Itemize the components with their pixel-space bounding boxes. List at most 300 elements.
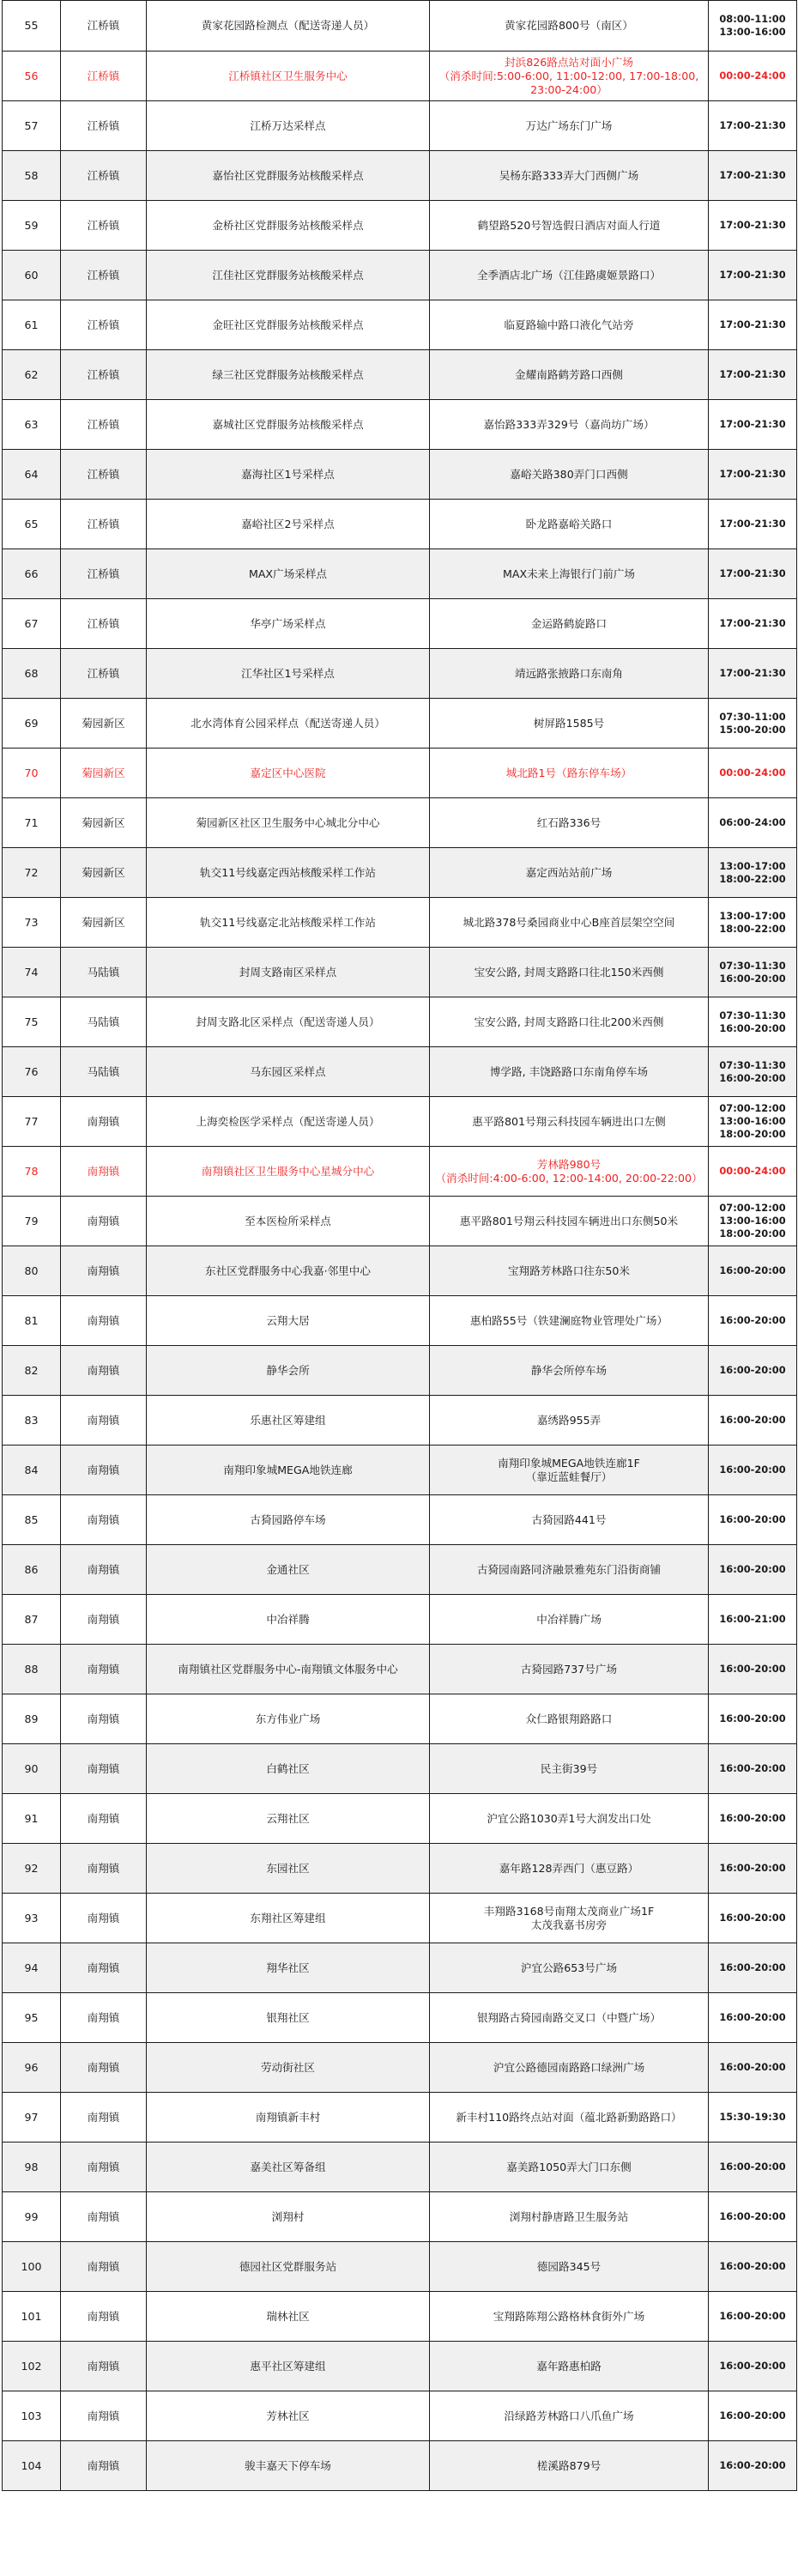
row-address: 万达广场东门广场 <box>430 101 709 151</box>
row-town: 南翔镇 <box>61 1296 147 1346</box>
row-town: 南翔镇 <box>61 2143 147 2192</box>
row-town: 南翔镇 <box>61 1147 147 1197</box>
table-row <box>3 997 797 1047</box>
row-hours: 17:00-21:30 <box>709 450 797 500</box>
table-row <box>3 500 797 549</box>
row-address: 静华会所停车场 <box>430 1346 709 1396</box>
row-site-name: 嘉城社区党群服务站核酸采样点 <box>147 400 430 450</box>
row-address: 沪宜公路653号广场 <box>430 1943 709 1993</box>
row-index: 82 <box>3 1346 61 1396</box>
table-row <box>3 898 797 948</box>
row-index: 75 <box>3 997 61 1047</box>
row-site-name: 翔华社区 <box>147 1943 430 1993</box>
table-row <box>3 1097 797 1147</box>
row-index: 104 <box>3 2441 61 2491</box>
row-site-name: 嘉美社区筹备组 <box>147 2143 430 2192</box>
row-index: 83 <box>3 1396 61 1446</box>
table-row <box>3 2342 797 2391</box>
row-hours: 07:00-12:00 13:00-16:00 18:00-20:00 <box>709 1097 797 1147</box>
row-site-name: 嘉海社区1号采样点 <box>147 450 430 500</box>
row-town: 南翔镇 <box>61 2441 147 2491</box>
table-row <box>3 798 797 848</box>
row-site-name: 银翔社区 <box>147 1993 430 2043</box>
table-row <box>3 948 797 997</box>
row-index: 94 <box>3 1943 61 1993</box>
sampling-sites-table <box>2 0 797 2491</box>
row-address: 沪宜公路德园南路路口绿洲广场 <box>430 2043 709 2093</box>
row-address: 卧龙路嘉峪关路口 <box>430 500 709 549</box>
row-address: 德园路345号 <box>430 2242 709 2292</box>
table-row <box>3 1943 797 1993</box>
row-town: 南翔镇 <box>61 1794 147 1844</box>
table-row <box>3 251 797 300</box>
table-row <box>3 52 797 101</box>
row-hours: 13:00-17:00 18:00-22:00 <box>709 848 797 898</box>
row-hours: 16:00-20:00 <box>709 1694 797 1744</box>
row-town: 南翔镇 <box>61 1595 147 1645</box>
row-hours: 07:00-12:00 13:00-16:00 18:00-20:00 <box>709 1197 797 1246</box>
row-index: 65 <box>3 500 61 549</box>
table-row <box>3 1694 797 1744</box>
row-index: 85 <box>3 1495 61 1545</box>
row-town: 江桥镇 <box>61 52 147 101</box>
row-town: 菊园新区 <box>61 699 147 749</box>
row-hours: 13:00-17:00 18:00-22:00 <box>709 898 797 948</box>
row-town: 南翔镇 <box>61 1844 147 1894</box>
row-site-name: 轨交11号线嘉定北站核酸采样工作站 <box>147 898 430 948</box>
row-address: 众仁路银翔路路口 <box>430 1694 709 1744</box>
row-address: 黄家花园路800号（南区） <box>430 1 709 52</box>
row-index: 68 <box>3 649 61 699</box>
row-index: 66 <box>3 549 61 599</box>
table-row <box>3 549 797 599</box>
row-address: 中冶祥腾广场 <box>430 1595 709 1645</box>
row-town: 南翔镇 <box>61 2043 147 2093</box>
table-row <box>3 2441 797 2491</box>
table-row <box>3 1147 797 1197</box>
table-row <box>3 2391 797 2441</box>
row-site-name: 封周支路南区采样点 <box>147 948 430 997</box>
table-row <box>3 2292 797 2342</box>
row-site-name: 绿三社区党群服务站核酸采样点 <box>147 350 430 400</box>
row-hours: 00:00-24:00 <box>709 749 797 798</box>
row-index: 74 <box>3 948 61 997</box>
row-address: 惠柏路55号（铁建澜庭物业管理处广场） <box>430 1296 709 1346</box>
row-site-name: 古猗园路停车场 <box>147 1495 430 1545</box>
table-row <box>3 1446 797 1495</box>
row-site-name: 乐惠社区筹建组 <box>147 1396 430 1446</box>
row-hours: 17:00-21:30 <box>709 649 797 699</box>
table-row <box>3 2043 797 2093</box>
row-index: 93 <box>3 1894 61 1943</box>
row-site-name: 东翔社区筹建组 <box>147 1894 430 1943</box>
row-site-name: 马东园区采样点 <box>147 1047 430 1097</box>
row-address: 嘉峪关路380弄门口西侧 <box>430 450 709 500</box>
row-address: 树屏路1585号 <box>430 699 709 749</box>
row-hours: 16:00-20:00 <box>709 2192 797 2242</box>
row-address: 全季酒店北广场（江佳路虞姬景路口） <box>430 251 709 300</box>
row-address: 嘉年路128弄西门（惠豆路） <box>430 1844 709 1894</box>
row-address: 新丰村110路终点站对面（蕴北路新勤路路口） <box>430 2093 709 2143</box>
row-hours: 16:00-20:00 <box>709 1645 797 1694</box>
row-address: 宝翔路芳林路口往东50米 <box>430 1246 709 1296</box>
row-address: 宝翔路陈翔公路格林食街外广场 <box>430 2292 709 2342</box>
table-row <box>3 151 797 201</box>
row-site-name: 惠平社区筹建组 <box>147 2342 430 2391</box>
table-row <box>3 450 797 500</box>
row-hours: 16:00-20:00 <box>709 2143 797 2192</box>
row-hours: 17:00-21:30 <box>709 350 797 400</box>
row-address: 槎溪路879号 <box>430 2441 709 2491</box>
table-row <box>3 350 797 400</box>
table-row <box>3 1744 797 1794</box>
row-address: 吴杨东路333弄大门西侧广场 <box>430 151 709 201</box>
row-index: 88 <box>3 1645 61 1694</box>
row-town: 南翔镇 <box>61 1744 147 1794</box>
table-row <box>3 1595 797 1645</box>
row-town: 南翔镇 <box>61 1097 147 1147</box>
row-hours: 17:00-21:30 <box>709 400 797 450</box>
row-hours: 07:30-11:30 16:00-20:00 <box>709 1047 797 1097</box>
row-site-name: 静华会所 <box>147 1346 430 1396</box>
row-town: 南翔镇 <box>61 2192 147 2242</box>
row-hours: 15:30-19:30 <box>709 2093 797 2143</box>
row-address: 鹤望路520号智选假日酒店对面人行道 <box>430 201 709 251</box>
row-site-name: 劳动街社区 <box>147 2043 430 2093</box>
row-hours: 17:00-21:30 <box>709 151 797 201</box>
row-index: 87 <box>3 1595 61 1645</box>
row-site-name: 东园社区 <box>147 1844 430 1894</box>
row-town: 江桥镇 <box>61 251 147 300</box>
row-index: 71 <box>3 798 61 848</box>
row-site-name: 南翔镇社区卫生服务中心星城分中心 <box>147 1147 430 1197</box>
row-index: 57 <box>3 101 61 151</box>
table-row <box>3 1844 797 1894</box>
row-address: 嘉怡路333弄329号（嘉尚坊广场） <box>430 400 709 450</box>
table-row <box>3 1495 797 1545</box>
row-hours: 16:00-20:00 <box>709 2043 797 2093</box>
row-address: 嘉定西站站前广场 <box>430 848 709 898</box>
row-hours: 16:00-20:00 <box>709 1744 797 1794</box>
row-index: 56 <box>3 52 61 101</box>
row-hours: 16:00-20:00 <box>709 1844 797 1894</box>
table-row <box>3 1545 797 1595</box>
row-index: 98 <box>3 2143 61 2192</box>
row-site-name: 封周支路北区采样点（配送寄递人员） <box>147 997 430 1047</box>
row-index: 60 <box>3 251 61 300</box>
row-town: 南翔镇 <box>61 1197 147 1246</box>
table-row <box>3 599 797 649</box>
row-index: 84 <box>3 1446 61 1495</box>
row-hours: 07:30-11:00 15:00-20:00 <box>709 699 797 749</box>
row-address: 城北路378号桑园商业中心B座首层架空空间 <box>430 898 709 948</box>
row-town: 南翔镇 <box>61 1694 147 1744</box>
row-hours: 16:00-20:00 <box>709 1495 797 1545</box>
row-hours: 16:00-20:00 <box>709 2242 797 2292</box>
row-town: 南翔镇 <box>61 1993 147 2043</box>
table-row <box>3 1 797 52</box>
row-address: 博学路, 丰饶路路口东南角停车场 <box>430 1047 709 1097</box>
row-town: 江桥镇 <box>61 101 147 151</box>
row-site-name: 骏丰嘉天下停车场 <box>147 2441 430 2491</box>
row-index: 97 <box>3 2093 61 2143</box>
row-hours: 16:00-20:00 <box>709 1296 797 1346</box>
table-row <box>3 2192 797 2242</box>
row-index: 58 <box>3 151 61 201</box>
row-site-name: 江华社区1号采样点 <box>147 649 430 699</box>
row-hours: 00:00-24:00 <box>709 52 797 101</box>
row-town: 江桥镇 <box>61 549 147 599</box>
row-address: 芳林路980号 （消杀时间:4:00-6:00, 12:00-14:00, 20:00-22:00） <box>430 1147 709 1197</box>
row-address: 民主街39号 <box>430 1744 709 1794</box>
row-town: 南翔镇 <box>61 1495 147 1545</box>
row-index: 81 <box>3 1296 61 1346</box>
row-address: 银翔路古猗园南路交叉口（中暨广场） <box>430 1993 709 2043</box>
row-town: 菊园新区 <box>61 848 147 898</box>
row-address: 嘉绣路955弄 <box>430 1396 709 1446</box>
table-row <box>3 2143 797 2192</box>
row-index: 100 <box>3 2242 61 2292</box>
row-site-name: 黄家花园路检测点（配送寄递人员） <box>147 1 430 52</box>
row-address: 丰翔路3168号南翔太茂商业广场1F 太茂我嘉书房旁 <box>430 1894 709 1943</box>
row-hours: 00:00-24:00 <box>709 1147 797 1197</box>
row-hours: 16:00-20:00 <box>709 1545 797 1595</box>
row-hours: 07:30-11:30 16:00-20:00 <box>709 997 797 1047</box>
row-town: 江桥镇 <box>61 1 147 52</box>
table-row <box>3 1993 797 2043</box>
row-address: 宝安公路, 封周支路路口往北200米西侧 <box>430 997 709 1047</box>
row-index: 102 <box>3 2342 61 2391</box>
row-hours: 06:00-24:00 <box>709 798 797 848</box>
row-hours: 16:00-20:00 <box>709 2342 797 2391</box>
row-site-name: MAX广场采样点 <box>147 549 430 599</box>
table-row <box>3 1047 797 1097</box>
row-site-name: 至本医检所采样点 <box>147 1197 430 1246</box>
row-address: 古猗园路737号广场 <box>430 1645 709 1694</box>
row-index: 92 <box>3 1844 61 1894</box>
row-town: 南翔镇 <box>61 2292 147 2342</box>
row-hours: 16:00-20:00 <box>709 1246 797 1296</box>
row-index: 59 <box>3 201 61 251</box>
row-address: 南翔印象城MEGA地铁连廊1F （靠近蓝蛙餐厅） <box>430 1446 709 1495</box>
row-town: 菊园新区 <box>61 749 147 798</box>
table-row <box>3 1794 797 1844</box>
row-site-name: 东社区党群服务中心我嘉·邻里中心 <box>147 1246 430 1296</box>
table-body <box>3 1 797 2491</box>
row-hours: 16:00-20:00 <box>709 1794 797 1844</box>
row-town: 马陆镇 <box>61 997 147 1047</box>
table-row <box>3 1197 797 1246</box>
row-index: 99 <box>3 2192 61 2242</box>
row-index: 62 <box>3 350 61 400</box>
row-index: 90 <box>3 1744 61 1794</box>
row-site-name: 江佳社区党群服务站核酸采样点 <box>147 251 430 300</box>
row-index: 76 <box>3 1047 61 1097</box>
row-site-name: 嘉怡社区党群服务站核酸采样点 <box>147 151 430 201</box>
row-address: 惠平路801号翔云科技园车辆进出口左侧 <box>430 1097 709 1147</box>
row-address: 临夏路输中路口液化气站旁 <box>430 300 709 350</box>
row-index: 86 <box>3 1545 61 1595</box>
table-row <box>3 649 797 699</box>
row-town: 江桥镇 <box>61 350 147 400</box>
row-site-name: 金旺社区党群服务站核酸采样点 <box>147 300 430 350</box>
row-site-name: 云翔大居 <box>147 1296 430 1346</box>
table-row <box>3 1246 797 1296</box>
row-site-name: 金通社区 <box>147 1545 430 1595</box>
row-address: 金耀南路鹤芳路口西侧 <box>430 350 709 400</box>
row-address: 封浜826路点站对面小广场 （消杀时间:5:00-6:00, 11:00-12:00, 17:00-18:00, 23:00-24:00） <box>430 52 709 101</box>
row-site-name: 芳林社区 <box>147 2391 430 2441</box>
row-hours: 16:00-20:00 <box>709 1943 797 1993</box>
row-town: 江桥镇 <box>61 450 147 500</box>
row-town: 南翔镇 <box>61 1396 147 1446</box>
row-index: 67 <box>3 599 61 649</box>
row-address: 红石路336号 <box>430 798 709 848</box>
row-town: 南翔镇 <box>61 1246 147 1296</box>
row-site-name: 瑞林社区 <box>147 2292 430 2342</box>
row-town: 江桥镇 <box>61 201 147 251</box>
row-site-name: 嘉峪社区2号采样点 <box>147 500 430 549</box>
row-town: 江桥镇 <box>61 649 147 699</box>
row-site-name: 轨交11号线嘉定西站核酸采样工作站 <box>147 848 430 898</box>
row-index: 79 <box>3 1197 61 1246</box>
row-index: 78 <box>3 1147 61 1197</box>
table-row <box>3 2242 797 2292</box>
row-index: 95 <box>3 1993 61 2043</box>
row-address: MAX未来上海银行门前广场 <box>430 549 709 599</box>
row-town: 江桥镇 <box>61 500 147 549</box>
row-site-name: 江桥万达采样点 <box>147 101 430 151</box>
row-index: 73 <box>3 898 61 948</box>
row-hours: 16:00-20:00 <box>709 1446 797 1495</box>
row-hours: 17:00-21:30 <box>709 500 797 549</box>
row-site-name: 嘉定区中心医院 <box>147 749 430 798</box>
row-hours: 16:00-20:00 <box>709 1346 797 1396</box>
row-hours: 16:00-20:00 <box>709 2292 797 2342</box>
row-index: 64 <box>3 450 61 500</box>
row-site-name: 德园社区党群服务站 <box>147 2242 430 2292</box>
row-town: 南翔镇 <box>61 1346 147 1396</box>
row-hours: 08:00-11:00 13:00-16:00 <box>709 1 797 52</box>
table-row <box>3 400 797 450</box>
row-hours: 17:00-21:30 <box>709 251 797 300</box>
table-row <box>3 848 797 898</box>
row-address: 浏翔村静唐路卫生服务站 <box>430 2192 709 2242</box>
row-town: 江桥镇 <box>61 151 147 201</box>
row-hours: 17:00-21:30 <box>709 300 797 350</box>
row-site-name: 中冶祥腾 <box>147 1595 430 1645</box>
row-site-name: 华亭广场采样点 <box>147 599 430 649</box>
row-address: 城北路1号（路东停车场） <box>430 749 709 798</box>
row-town: 南翔镇 <box>61 1645 147 1694</box>
row-town: 南翔镇 <box>61 2242 147 2292</box>
row-site-name: 金桥社区党群服务站核酸采样点 <box>147 201 430 251</box>
row-address: 金运路鹤旋路口 <box>430 599 709 649</box>
row-index: 103 <box>3 2391 61 2441</box>
row-site-name: 南翔印象城MEGA地铁连廊 <box>147 1446 430 1495</box>
row-address: 古猗园南路同济融景雅苑东门沿街商铺 <box>430 1545 709 1595</box>
row-town: 马陆镇 <box>61 1047 147 1097</box>
row-address: 沿绿路芳林路口八爪鱼广场 <box>430 2391 709 2441</box>
row-index: 69 <box>3 699 61 749</box>
row-site-name: 北水湾体育公园采样点（配送寄递人员） <box>147 699 430 749</box>
row-town: 南翔镇 <box>61 1446 147 1495</box>
table-row <box>3 101 797 151</box>
row-site-name: 白鹤社区 <box>147 1744 430 1794</box>
table-row <box>3 699 797 749</box>
row-address: 宝安公路, 封周支路路口往北150米西侧 <box>430 948 709 997</box>
row-town: 南翔镇 <box>61 1894 147 1943</box>
row-town: 菊园新区 <box>61 798 147 848</box>
table-row <box>3 300 797 350</box>
row-hours: 16:00-20:00 <box>709 2391 797 2441</box>
row-town: 南翔镇 <box>61 2391 147 2441</box>
table-row <box>3 201 797 251</box>
row-index: 89 <box>3 1694 61 1744</box>
row-index: 61 <box>3 300 61 350</box>
table-row <box>3 749 797 798</box>
row-index: 91 <box>3 1794 61 1844</box>
row-site-name: 上海奕检医学采样点（配送寄递人员） <box>147 1097 430 1147</box>
row-hours: 16:00-20:00 <box>709 1894 797 1943</box>
row-hours: 07:30-11:30 16:00-20:00 <box>709 948 797 997</box>
row-town: 江桥镇 <box>61 400 147 450</box>
row-hours: 17:00-21:30 <box>709 201 797 251</box>
row-town: 马陆镇 <box>61 948 147 997</box>
row-index: 55 <box>3 1 61 52</box>
row-town: 南翔镇 <box>61 1943 147 1993</box>
row-hours: 16:00-20:00 <box>709 1396 797 1446</box>
row-address: 嘉年路惠柏路 <box>430 2342 709 2391</box>
row-hours: 17:00-21:30 <box>709 599 797 649</box>
row-index: 101 <box>3 2292 61 2342</box>
row-address: 惠平路801号翔云科技园车辆进出口东侧50米 <box>430 1197 709 1246</box>
table-row <box>3 1346 797 1396</box>
row-hours: 16:00-21:00 <box>709 1595 797 1645</box>
row-address: 靖远路张掖路口东南角 <box>430 649 709 699</box>
row-site-name: 云翔社区 <box>147 1794 430 1844</box>
row-hours: 16:00-20:00 <box>709 1993 797 2043</box>
row-hours: 16:00-20:00 <box>709 2441 797 2491</box>
row-index: 63 <box>3 400 61 450</box>
row-hours: 17:00-21:30 <box>709 549 797 599</box>
row-address: 嘉美路1050弄大门口东侧 <box>430 2143 709 2192</box>
row-index: 77 <box>3 1097 61 1147</box>
table-row <box>3 1894 797 1943</box>
row-address: 沪宜公路1030弄1号大润发出口处 <box>430 1794 709 1844</box>
row-town: 南翔镇 <box>61 2093 147 2143</box>
row-address: 古猗园路441号 <box>430 1495 709 1545</box>
row-index: 72 <box>3 848 61 898</box>
row-town: 南翔镇 <box>61 1545 147 1595</box>
row-town: 菊园新区 <box>61 898 147 948</box>
row-index: 80 <box>3 1246 61 1296</box>
row-site-name: 东方伟业广场 <box>147 1694 430 1744</box>
row-site-name: 南翔镇社区党群服务中心-南翔镇文体服务中心 <box>147 1645 430 1694</box>
row-index: 96 <box>3 2043 61 2093</box>
table-row <box>3 1645 797 1694</box>
row-site-name: 江桥镇社区卫生服务中心 <box>147 52 430 101</box>
row-site-name: 浏翔村 <box>147 2192 430 2242</box>
table-row <box>3 1296 797 1346</box>
row-town: 江桥镇 <box>61 300 147 350</box>
row-town: 江桥镇 <box>61 599 147 649</box>
row-hours: 17:00-21:30 <box>709 101 797 151</box>
row-index: 70 <box>3 749 61 798</box>
row-town: 南翔镇 <box>61 2342 147 2391</box>
row-site-name: 南翔镇新丰村 <box>147 2093 430 2143</box>
row-site-name: 菊园新区社区卫生服务中心城北分中心 <box>147 798 430 848</box>
